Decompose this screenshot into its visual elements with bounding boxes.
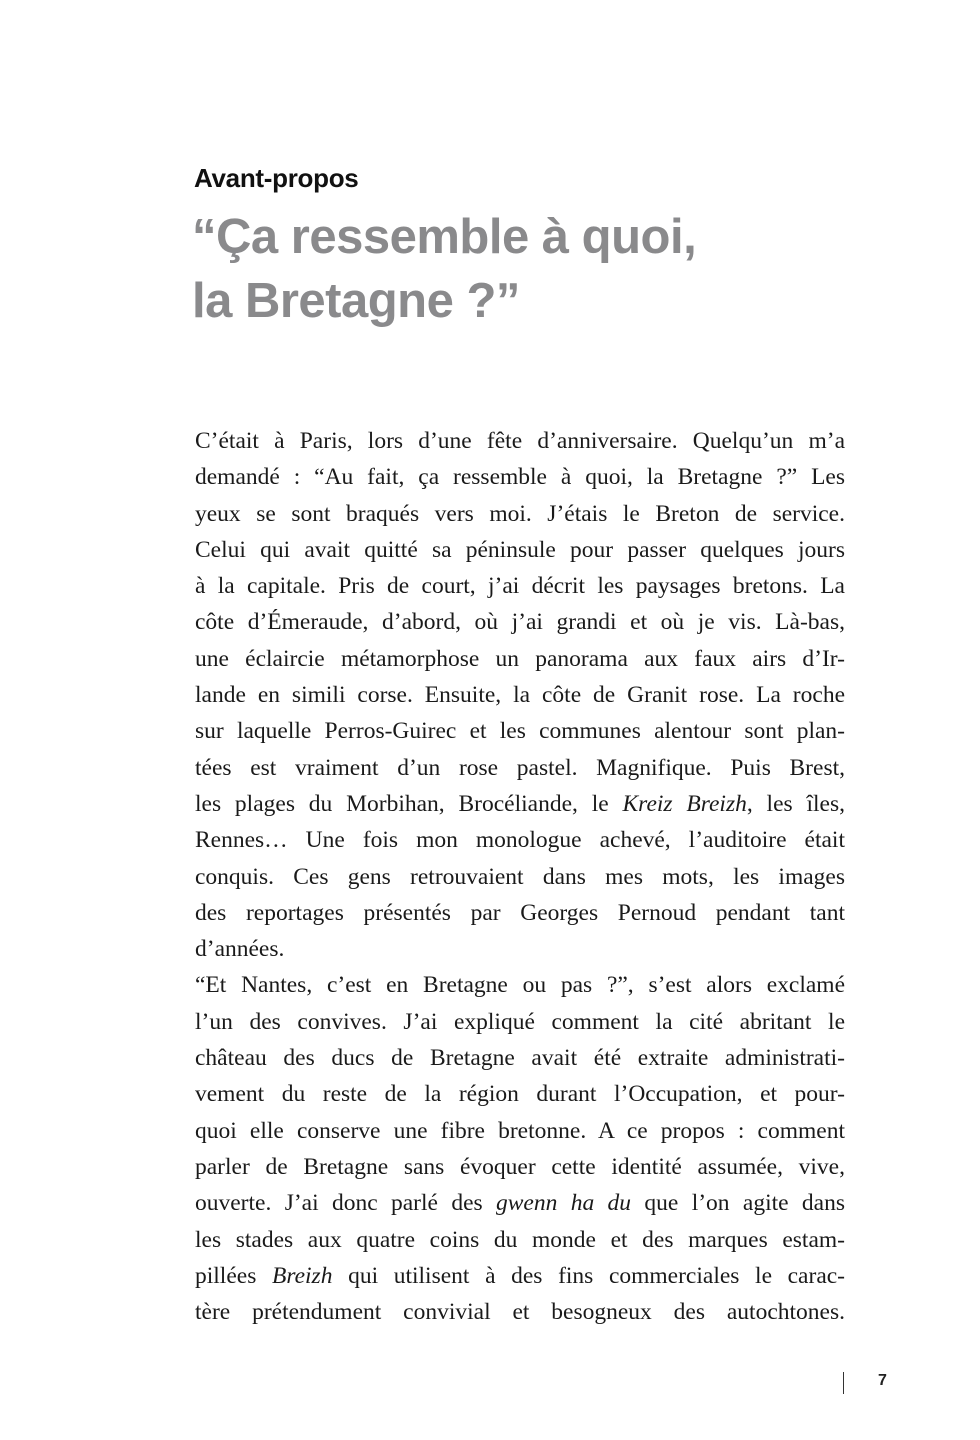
text-segment: ouverte. J’ai donc parlé des: [195, 1190, 496, 1217]
text-segment: l’un des convives. J’ai expliqué comment la cité abritant le: [195, 1008, 845, 1035]
text-segment: que l’on agite dans: [631, 1190, 845, 1217]
body-text: [195, 423, 845, 1330]
text-segment: sur laquelle Perros-Guirec et les communes alentour sont plan-: [195, 718, 845, 745]
text-line: [195, 1076, 845, 1112]
text-segment: , les îles,: [746, 790, 845, 817]
text-line: [195, 1258, 845, 1294]
text-segment: côte d’Émeraude, d’abord, où j’ai grandi et où je vis. Là-bas,: [195, 609, 845, 636]
text-line: [195, 895, 845, 931]
text-line: [195, 859, 845, 895]
text-line: [195, 1185, 845, 1221]
text-line: [195, 459, 845, 495]
text-line: [195, 532, 845, 568]
text-segment: lande en simili corse. Ensuite, la côte de Granit rose. La roche: [195, 682, 845, 709]
footer-divider: [843, 1372, 844, 1394]
text-line: [195, 677, 845, 713]
text-segment: tère prétendument convivial et besogneux des autochtones.: [195, 1299, 845, 1326]
text-segment: château des ducs de Bretagne avait été extraite administrati-: [195, 1045, 845, 1072]
text-line: [195, 822, 845, 858]
text-line: [195, 1113, 845, 1149]
text-segment: pillées: [195, 1262, 272, 1289]
text-segment: tées est vraiment d’un rose pastel. Magnifique. Puis Brest,: [195, 754, 845, 781]
text-line: [195, 786, 845, 822]
text-segment: “Et Nantes, c’est en Bretagne ou pas ?”, s’est alors exclamé: [195, 972, 845, 999]
chapter-title-line: “Ça ressemble à quoi,: [192, 210, 697, 264]
text-segment: demandé : “Au fait, ça ressemble à quoi, la Bretagne ?” Les: [195, 464, 845, 491]
text-segment: les plages du Morbihan, Brocéliande, le: [195, 790, 623, 817]
text-segment: Rennes… Une fois mon monologue achevé, l’auditoire était: [195, 827, 845, 854]
text-segment: d’années.: [195, 936, 285, 963]
page-number: 7: [878, 1372, 887, 1389]
text-line: [195, 423, 845, 459]
text-line: [195, 641, 845, 677]
text-line: [195, 1004, 845, 1040]
text-segment: conquis. Ces gens retrouvaient dans mes mots, les images: [195, 863, 845, 890]
text-segment: yeux se sont braqués vers moi. J’étais le Breton de service.: [195, 500, 845, 527]
text-line: [195, 568, 845, 604]
text-segment: des reportages présentés par Georges Pernoud pendant tant: [195, 899, 845, 926]
chapter-title-line: la Bretagne ?”: [192, 274, 520, 328]
chapter-title: [192, 205, 696, 333]
text-segment: une éclaircie métamorphose un panorama aux faux airs d’Ir-: [195, 645, 845, 672]
text-line: [195, 1149, 845, 1185]
italic-term: Breizh: [271, 1262, 333, 1289]
text-line: [195, 750, 845, 786]
text-line: [195, 604, 845, 640]
italic-term: Kreiz Breizh: [622, 790, 747, 817]
text-segment: quoi elle conserve une fibre bretonne. A ce propos : comment: [195, 1117, 845, 1144]
section-kicker: Avant-propos: [194, 163, 359, 193]
text-line: [195, 713, 845, 749]
text-segment: vement du reste de la région durant l’Occupation, et pour-: [195, 1081, 845, 1108]
text-line: [195, 931, 845, 967]
italic-term: gwenn ha du: [496, 1190, 632, 1217]
text-line: [195, 1222, 845, 1258]
text-segment: qui utilisent à des fins commerciales le carac-: [332, 1262, 846, 1289]
text-line: [195, 967, 845, 1003]
text-segment: C’était à Paris, lors d’une fête d’anniversaire. Quelqu’un m’a: [195, 428, 845, 454]
text-line: [195, 1040, 845, 1076]
text-line: [195, 1294, 845, 1330]
text-segment: les stades aux quatre coins du monde et des marques estam-: [195, 1226, 845, 1253]
text-line: [195, 496, 845, 532]
text-segment: parler de Bretagne sans évoquer cette identité assumée, vive,: [195, 1153, 845, 1180]
text-segment: à la capitale. Pris de court, j’ai décrit les paysages bretons. La: [195, 573, 845, 600]
text-segment: Celui qui avait quitté sa péninsule pour passer quelques jours: [195, 536, 845, 563]
